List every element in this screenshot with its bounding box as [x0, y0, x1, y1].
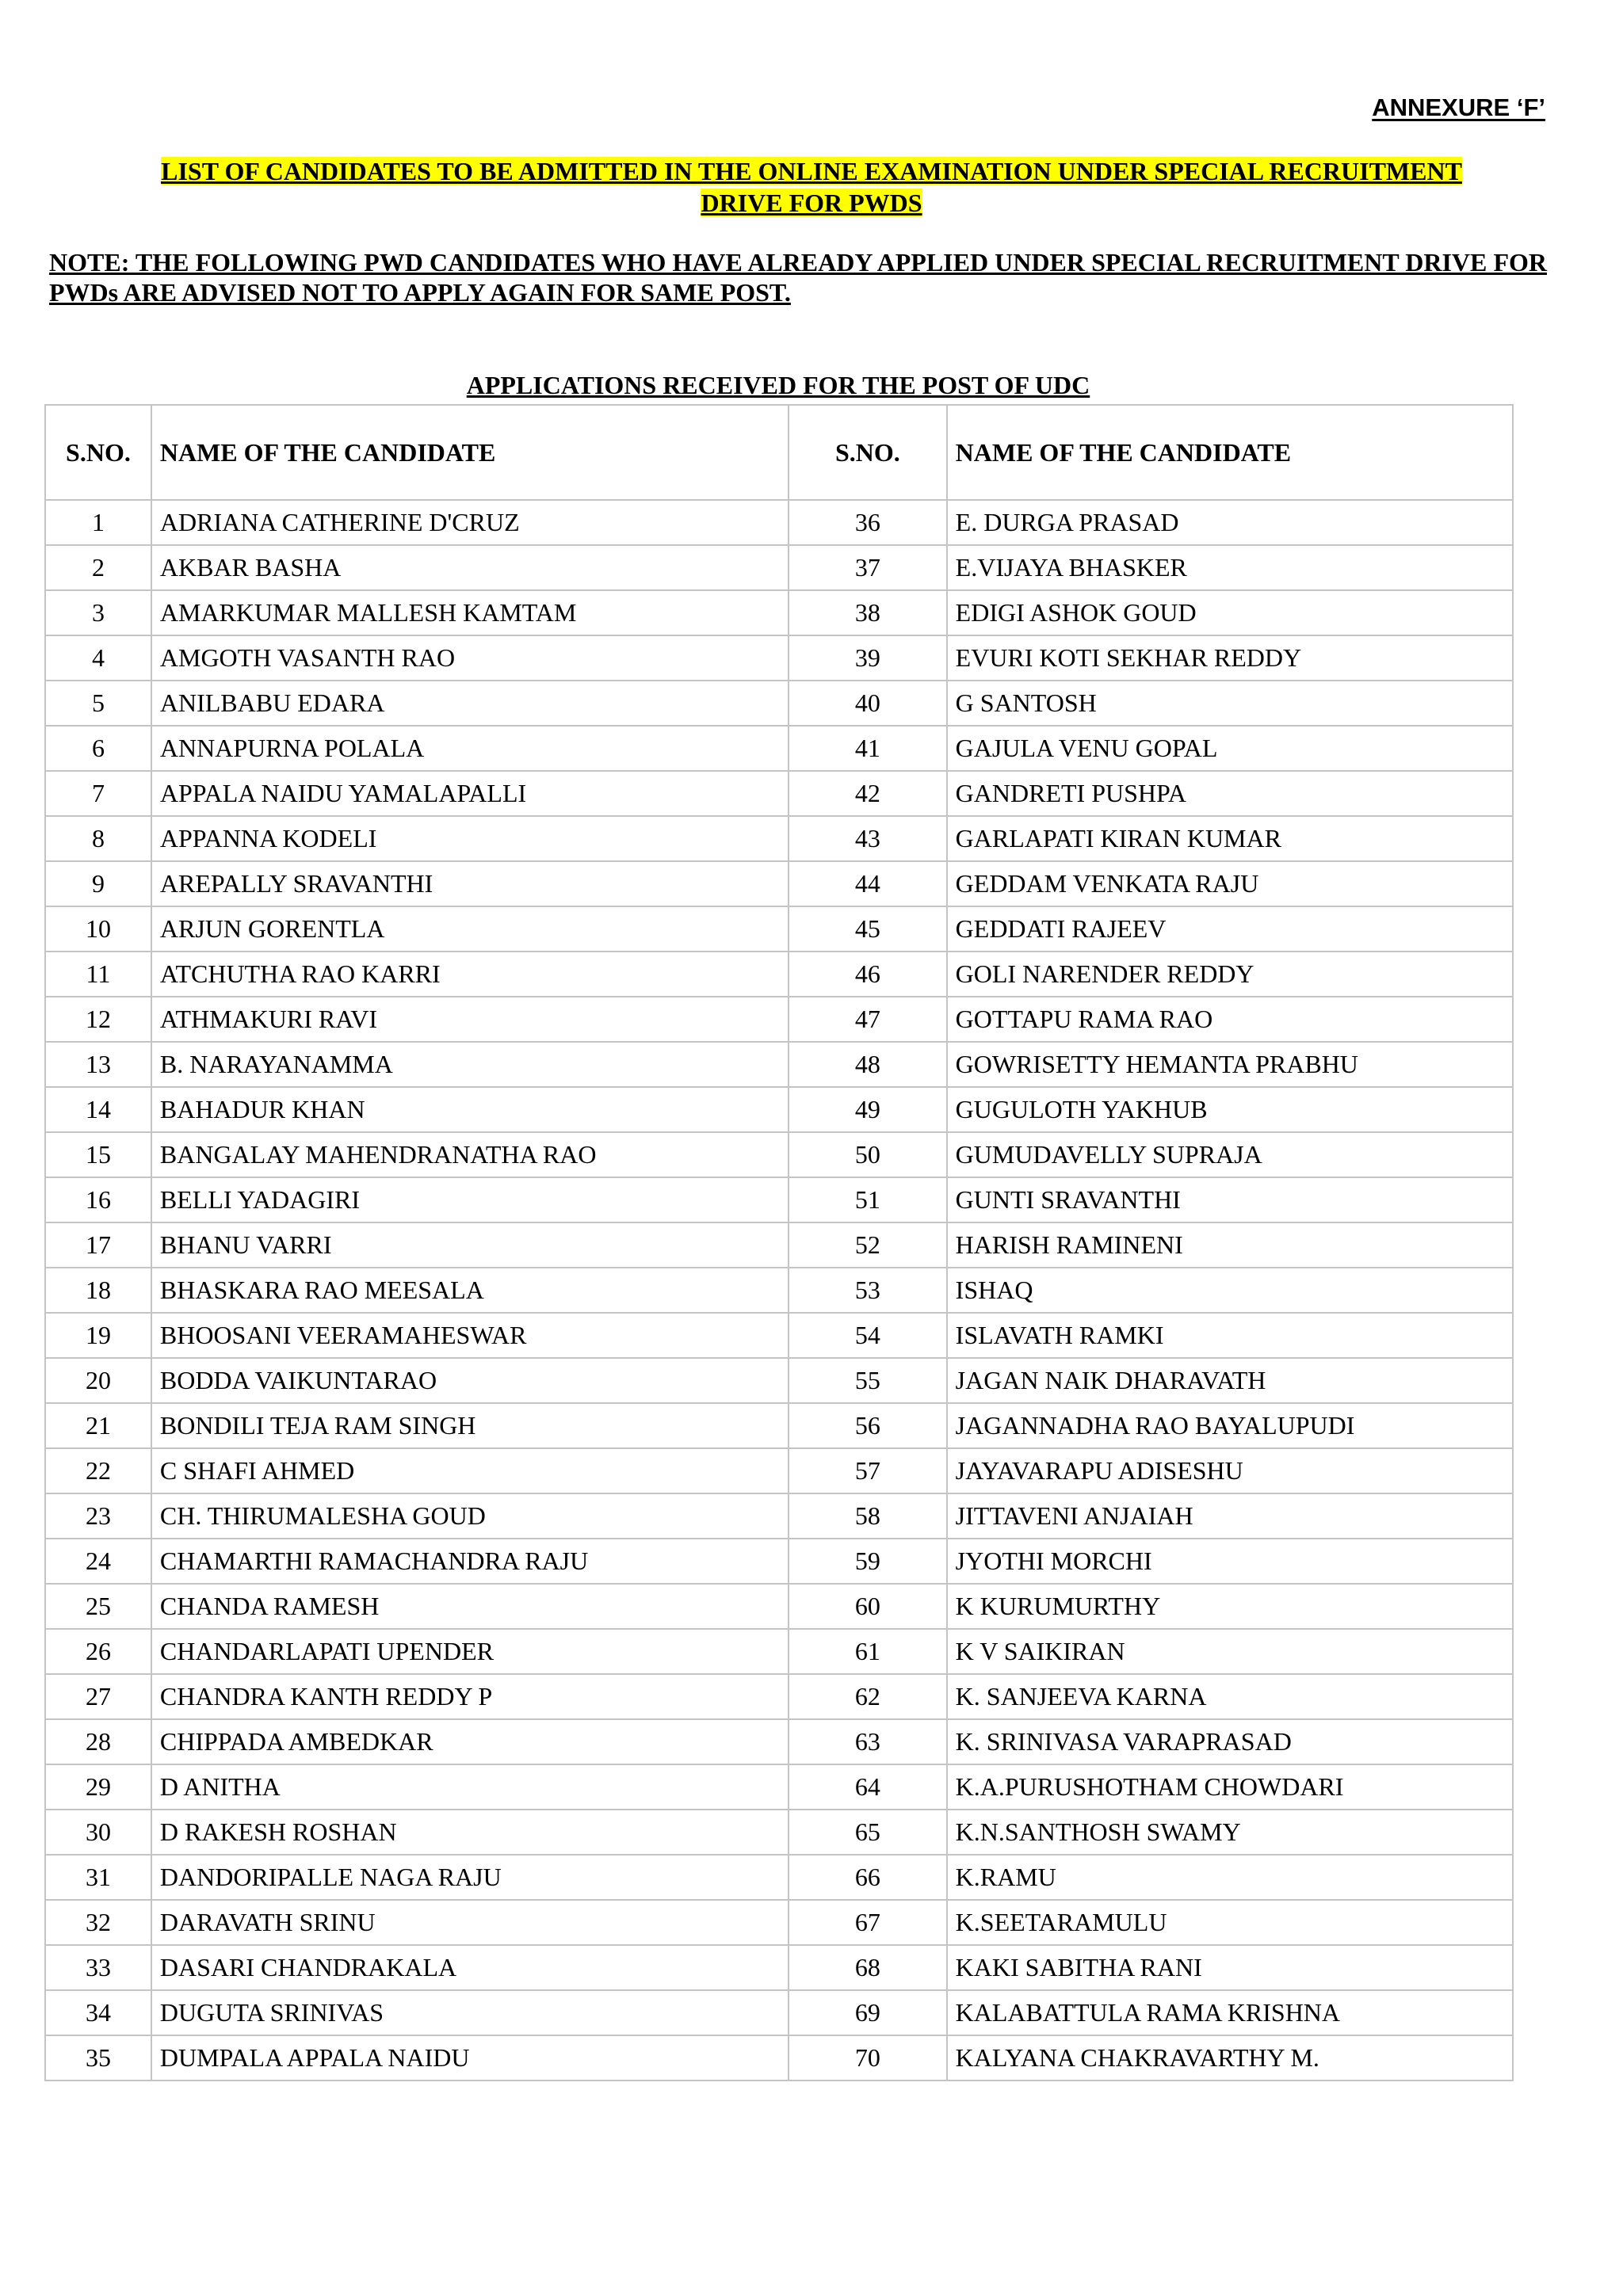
candidate-name: BAHADUR KHAN: [151, 1087, 789, 1132]
table-row: [45, 1313, 1513, 1358]
table-row: [45, 771, 1513, 816]
candidate-sno: 19: [45, 1313, 151, 1358]
candidate-name: GUGULOTH YAKHUB: [947, 1087, 1513, 1132]
candidate-sno: 23: [45, 1493, 151, 1539]
candidate-name: AMARKUMAR MALLESH KAMTAM: [151, 590, 789, 635]
table-row: [45, 1855, 1513, 1900]
candidate-name: AMGOTH VASANTH RAO: [151, 635, 789, 681]
candidate-name: JAYAVARAPU ADISESHU: [947, 1448, 1513, 1493]
table-row: [45, 1584, 1513, 1629]
candidate-sno: 24: [45, 1539, 151, 1584]
candidate-name: ADRIANA CATHERINE D'CRUZ: [151, 500, 789, 545]
candidate-sno: 51: [789, 1177, 947, 1222]
candidate-sno: 53: [789, 1268, 947, 1313]
candidate-name: K.A.PURUSHOTHAM CHOWDARI: [947, 1764, 1513, 1810]
table-row: [45, 1629, 1513, 1674]
candidate-name: GOTTAPU RAMA RAO: [947, 997, 1513, 1042]
table-row: [45, 1539, 1513, 1584]
candidate-sno: 46: [789, 952, 947, 997]
candidate-sno: 70: [789, 2035, 947, 2081]
table-row: [45, 952, 1513, 997]
candidate-name: APPALA NAIDU YAMALAPALLI: [151, 771, 789, 816]
candidate-name: JYOTHI MORCHI: [947, 1539, 1513, 1584]
candidate-sno: 63: [789, 1719, 947, 1764]
candidate-sno: 47: [789, 997, 947, 1042]
candidate-sno: 64: [789, 1764, 947, 1810]
candidate-name: EVURI KOTI SEKHAR REDDY: [947, 635, 1513, 681]
candidate-name: CHANDRA KANTH REDDY P: [151, 1674, 789, 1719]
candidate-name: K.N.SANTHOSH SWAMY: [947, 1810, 1513, 1855]
table-row: [45, 726, 1513, 771]
table-row: [45, 1945, 1513, 1990]
table-row: [45, 1764, 1513, 1810]
table-row: [45, 906, 1513, 952]
candidate-name: GEDDATI RAJEEV: [947, 906, 1513, 952]
candidate-sno: 3: [45, 590, 151, 635]
candidate-name: DUMPALA APPALA NAIDU: [151, 2035, 789, 2081]
candidate-sno: 31: [45, 1855, 151, 1900]
table-row: [45, 1403, 1513, 1448]
candidate-sno: 40: [789, 681, 947, 726]
table-row: [45, 1042, 1513, 1087]
table-row: [45, 1222, 1513, 1268]
candidate-name: G SANTOSH: [947, 681, 1513, 726]
candidate-name: HARISH RAMINENI: [947, 1222, 1513, 1268]
candidate-name: BODDA VAIKUNTARAO: [151, 1358, 789, 1403]
candidate-name: AREPALLY SRAVANTHI: [151, 861, 789, 906]
candidate-name: DARAVATH SRINU: [151, 1900, 789, 1945]
candidate-sno: 28: [45, 1719, 151, 1764]
table-row: [45, 1087, 1513, 1132]
candidate-sno: 62: [789, 1674, 947, 1719]
table-header-row: [45, 405, 1513, 500]
header-sno-left: S.NO.: [45, 405, 151, 500]
candidate-name: BHOOSANI VEERAMAHESWAR: [151, 1313, 789, 1358]
candidate-name: ATCHUTHA RAO KARRI: [151, 952, 789, 997]
header-sno-right: S.NO.: [789, 405, 947, 500]
candidate-name: JITTAVENI ANJAIAH: [947, 1493, 1513, 1539]
header-name-left: NAME OF THE CANDIDATE: [151, 405, 789, 500]
candidate-sno: 14: [45, 1087, 151, 1132]
table-row: [45, 997, 1513, 1042]
candidate-sno: 29: [45, 1764, 151, 1810]
candidates-table: [44, 404, 1514, 2081]
candidate-name: GUNTI SRAVANTHI: [947, 1177, 1513, 1222]
candidate-name: GEDDAM VENKATA RAJU: [947, 861, 1513, 906]
candidate-name: K. SANJEEVA KARNA: [947, 1674, 1513, 1719]
candidate-sno: 37: [789, 545, 947, 590]
candidate-sno: 33: [45, 1945, 151, 1990]
candidate-sno: 59: [789, 1539, 947, 1584]
candidate-sno: 50: [789, 1132, 947, 1177]
table-row: [45, 590, 1513, 635]
table-title: APPLICATIONS RECEIVED FOR THE POST OF UDC: [466, 371, 1090, 399]
candidate-name: BHASKARA RAO MEESALA: [151, 1268, 789, 1313]
candidate-sno: 9: [45, 861, 151, 906]
candidate-sno: 48: [789, 1042, 947, 1087]
candidate-sno: 36: [789, 500, 947, 545]
candidate-name: JAGAN NAIK DHARAVATH: [947, 1358, 1513, 1403]
table-row: [45, 861, 1513, 906]
table-row: [45, 816, 1513, 861]
candidate-sno: 43: [789, 816, 947, 861]
candidate-name: D RAKESH ROSHAN: [151, 1810, 789, 1855]
candidate-name: KALYANA CHAKRAVARTHY M.: [947, 2035, 1513, 2081]
candidate-sno: 25: [45, 1584, 151, 1629]
table-row: [45, 1810, 1513, 1855]
candidate-name: GOLI NARENDER REDDY: [947, 952, 1513, 997]
table-row: [45, 681, 1513, 726]
candidate-sno: 65: [789, 1810, 947, 1855]
candidate-name: K. SRINIVASA VARAPRASAD: [947, 1719, 1513, 1764]
candidate-name: BHANU VARRI: [151, 1222, 789, 1268]
candidate-sno: 30: [45, 1810, 151, 1855]
candidate-sno: 42: [789, 771, 947, 816]
table-row: [45, 1719, 1513, 1764]
candidate-name: KALABATTULA RAMA KRISHNA: [947, 1990, 1513, 2035]
candidate-name: ANNAPURNA POLALA: [151, 726, 789, 771]
candidate-sno: 56: [789, 1403, 947, 1448]
candidate-sno: 38: [789, 590, 947, 635]
candidate-name: DASARI CHANDRAKALA: [151, 1945, 789, 1990]
candidate-sno: 7: [45, 771, 151, 816]
annexure-label: ANNEXURE ‘F’: [1372, 93, 1545, 121]
candidate-name: CH. THIRUMALESHA GOUD: [151, 1493, 789, 1539]
candidate-sno: 27: [45, 1674, 151, 1719]
candidate-sno: 41: [789, 726, 947, 771]
candidate-sno: 20: [45, 1358, 151, 1403]
candidate-name: DUGUTA SRINIVAS: [151, 1990, 789, 2035]
table-row: [45, 1674, 1513, 1719]
candidate-sno: 49: [789, 1087, 947, 1132]
candidate-sno: 17: [45, 1222, 151, 1268]
candidate-sno: 35: [45, 2035, 151, 2081]
table-row: [45, 545, 1513, 590]
candidate-sno: 39: [789, 635, 947, 681]
candidate-name: K.RAMU: [947, 1855, 1513, 1900]
candidate-sno: 21: [45, 1403, 151, 1448]
candidate-sno: 32: [45, 1900, 151, 1945]
candidate-name: KAKI SABITHA RANI: [947, 1945, 1513, 1990]
candidate-name: ISLAVATH RAMKI: [947, 1313, 1513, 1358]
candidate-name: GAJULA VENU GOPAL: [947, 726, 1513, 771]
candidate-name: BANGALAY MAHENDRANATHA RAO: [151, 1132, 789, 1177]
table-row: [45, 1177, 1513, 1222]
document-heading: [0, 155, 1623, 219]
candidate-sno: 18: [45, 1268, 151, 1313]
candidate-sno: 2: [45, 545, 151, 590]
candidate-sno: 54: [789, 1313, 947, 1358]
candidate-sno: 61: [789, 1629, 947, 1674]
candidate-sno: 4: [45, 635, 151, 681]
candidate-name: ARJUN GORENTLA: [151, 906, 789, 952]
candidate-name: GOWRISETTY HEMANTA PRABHU: [947, 1042, 1513, 1087]
candidate-name: CHIPPADA AMBEDKAR: [151, 1719, 789, 1764]
table-body: [45, 500, 1513, 2081]
candidate-name: K V SAIKIRAN: [947, 1629, 1513, 1674]
candidate-sno: 34: [45, 1990, 151, 2035]
candidate-name: ATHMAKURI RAVI: [151, 997, 789, 1042]
candidate-sno: 67: [789, 1900, 947, 1945]
candidate-name: DANDORIPALLE NAGA RAJU: [151, 1855, 789, 1900]
header-name-right: NAME OF THE CANDIDATE: [947, 405, 1513, 500]
candidate-name: GUMUDAVELLY SUPRAJA: [947, 1132, 1513, 1177]
candidate-sno: 60: [789, 1584, 947, 1629]
candidate-sno: 8: [45, 816, 151, 861]
candidate-sno: 57: [789, 1448, 947, 1493]
candidate-name: CHANDA RAMESH: [151, 1584, 789, 1629]
candidate-sno: 45: [789, 906, 947, 952]
candidate-sno: 55: [789, 1358, 947, 1403]
table-row: [45, 500, 1513, 545]
table-row: [45, 1493, 1513, 1539]
candidate-name: EDIGI ASHOK GOUD: [947, 590, 1513, 635]
candidate-sno: 13: [45, 1042, 151, 1087]
candidate-name: AKBAR BASHA: [151, 545, 789, 590]
candidate-sno: 69: [789, 1990, 947, 2035]
candidate-sno: 10: [45, 906, 151, 952]
heading-line-2: DRIVE FOR PWDS: [701, 189, 922, 217]
table-row: [45, 1358, 1513, 1403]
candidate-name: CHAMARTHI RAMACHANDRA RAJU: [151, 1539, 789, 1584]
candidate-name: D ANITHA: [151, 1764, 789, 1810]
table-row: [45, 1132, 1513, 1177]
candidate-sno: 16: [45, 1177, 151, 1222]
table-row: [45, 1990, 1513, 2035]
candidate-name: BELLI YADAGIRI: [151, 1177, 789, 1222]
candidate-sno: 58: [789, 1493, 947, 1539]
candidate-sno: 6: [45, 726, 151, 771]
table-row: [45, 1448, 1513, 1493]
candidate-sno: 5: [45, 681, 151, 726]
heading-line-1: LIST OF CANDIDATES TO BE ADMITTED IN THE ONLINE EXAMINATION UNDER SPECIAL RECRUITMENT: [161, 157, 1462, 185]
candidate-name: ISHAQ: [947, 1268, 1513, 1313]
candidate-sno: 68: [789, 1945, 947, 1990]
candidate-name: B. NARAYANAMMA: [151, 1042, 789, 1087]
candidate-sno: 1: [45, 500, 151, 545]
candidate-sno: 44: [789, 861, 947, 906]
table-row: [45, 1900, 1513, 1945]
candidate-name: ANILBABU EDARA: [151, 681, 789, 726]
candidate-name: GARLAPATI KIRAN KUMAR: [947, 816, 1513, 861]
candidate-sno: 15: [45, 1132, 151, 1177]
candidate-sno: 66: [789, 1855, 947, 1900]
candidate-sno: 11: [45, 952, 151, 997]
candidate-name: APPANNA KODELI: [151, 816, 789, 861]
candidate-name: K.SEETARAMULU: [947, 1900, 1513, 1945]
candidate-sno: 12: [45, 997, 151, 1042]
note-text: NOTE: THE FOLLOWING PWD CANDIDATES WHO HAVE ALREADY APPLIED UNDER SPECIAL RECRUITMENT DRIVE FOR PWDs ARE ADVISED NOT TO APPLY AGAIN FOR SAME POST.: [49, 248, 1547, 307]
candidate-name: C SHAFI AHMED: [151, 1448, 789, 1493]
candidate-name: K KURUMURTHY: [947, 1584, 1513, 1629]
candidate-name: BONDILI TEJA RAM SINGH: [151, 1403, 789, 1448]
candidate-name: GANDRETI PUSHPA: [947, 771, 1513, 816]
candidate-name: E.VIJAYA BHASKER: [947, 545, 1513, 590]
candidate-sno: 22: [45, 1448, 151, 1493]
candidate-name: CHANDARLAPATI UPENDER: [151, 1629, 789, 1674]
candidate-name: E. DURGA PRASAD: [947, 500, 1513, 545]
table-row: [45, 635, 1513, 681]
candidate-sno: 52: [789, 1222, 947, 1268]
candidate-sno: 26: [45, 1629, 151, 1674]
candidate-name: JAGANNADHA RAO BAYALUPUDI: [947, 1403, 1513, 1448]
table-row: [45, 2035, 1513, 2081]
table-row: [45, 1268, 1513, 1313]
